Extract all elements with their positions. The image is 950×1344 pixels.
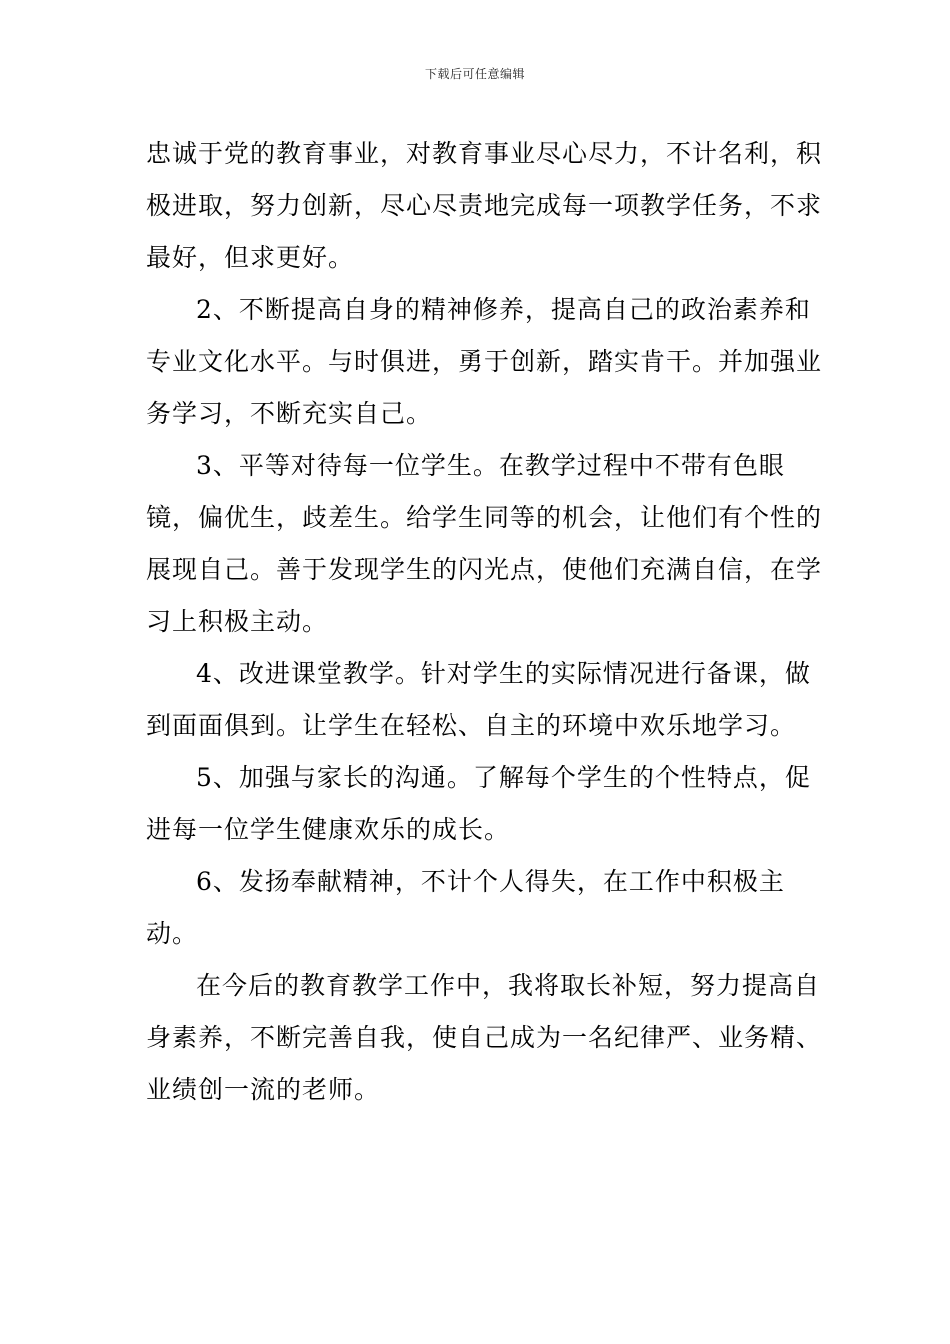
paragraph-item-2: 2、不断提高自身的精神修养，提高自己的政治素养和专业文化水平。与时俱进，勇于创新，踏实肯干。并加强业务学习，不断充实自己。 [146,295,823,428]
paragraph-item-6: 6、发扬奉献精神，不计个人得失，在工作中积极主动。 [146,867,785,948]
paragraph-continuation: 忠诚于党的教育事业，对教育事业尽心尽力，不计名利，积极进取，努力创新，尽心尽责地完成每一项教学任务，不求最好，但求更好。 [146,139,823,272]
paragraph-item-4: 4、改进课堂教学。针对学生的实际情况进行备课，做到面面俱到。让学生在轻松、自主的环境中欢乐地学习。 [146,659,811,740]
paragraph-conclusion: 在今后的教育教学工作中，我将取长补短，努力提高自身素养，不断完善自我，使自己成为一名纪律严、业务精、业绩创一流的老师。 [146,971,823,1104]
paragraph-item-5: 5、加强与家长的沟通。了解每个学生的个性特点，促进每一位学生健康欢乐的成长。 [146,763,811,844]
paragraph-item-3: 3、平等对待每一位学生。在教学过程中不带有色眼镜，偏优生，歧差生。给学生同等的机会，让他们有个性的展现自己。善于发现学生的闪光点，使他们充满自信，在学习上积极主动。 [146,451,823,636]
document-body [146,128,836,1116]
page-header: 下载后可任意编辑 [424,67,525,81]
